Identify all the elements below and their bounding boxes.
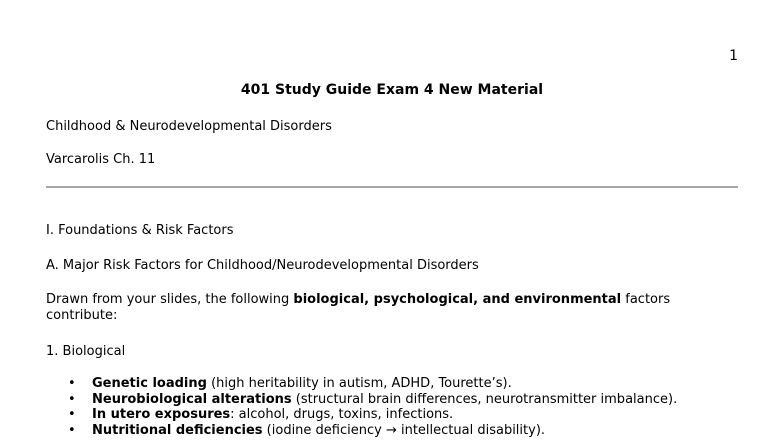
bullet-list: [68, 376, 758, 438]
sub-heading: A. Major Risk Factors for Childhood/Neurodevelopmental Disorders: [46, 258, 479, 273]
category-heading: 1. Biological: [46, 344, 126, 359]
intro-text-after: factors contribute:: [46, 292, 671, 323]
document-subtitle: Childhood & Neurodevelopmental Disorders: [46, 119, 332, 134]
bullet-term: In utero exposures: [92, 407, 231, 422]
bullet-detail: (structural brain differences, neurotransmitter imbalance).: [291, 391, 678, 407]
bullet-icon: •: [68, 407, 76, 422]
bullet-icon: •: [68, 422, 76, 438]
intro-paragraph: [46, 292, 736, 324]
list-item: [68, 392, 758, 408]
bullet-term: Genetic loading: [92, 376, 207, 391]
page-number: 1: [729, 48, 738, 64]
list-item: [68, 423, 758, 439]
bullet-detail: : alcohol, drugs, toxins, infections.: [230, 407, 454, 422]
intro-text-bold: biological, psychological, and environmental: [293, 292, 622, 307]
bullet-term: Neurobiological alterations: [92, 391, 292, 407]
bullet-term: Nutritional deficiencies: [92, 422, 263, 438]
bullet-detail: (high heritability in autism, ADHD, Tourette’s).: [206, 376, 512, 391]
document-title: 401 Study Guide Exam 4 New Material: [240, 82, 544, 98]
source-reference: Varcarolis Ch. 11: [46, 152, 156, 167]
bullet-icon: •: [68, 391, 76, 407]
section-heading: I. Foundations & Risk Factors: [46, 223, 234, 238]
intro-text-before: Drawn from your slides, the following: [46, 292, 294, 307]
horizontal-divider: [46, 186, 738, 188]
bullet-icon: •: [68, 376, 76, 391]
bullet-detail: (iodine deficiency → intellectual disability).: [262, 422, 546, 438]
list-item: [68, 376, 758, 392]
list-item: [68, 407, 758, 423]
